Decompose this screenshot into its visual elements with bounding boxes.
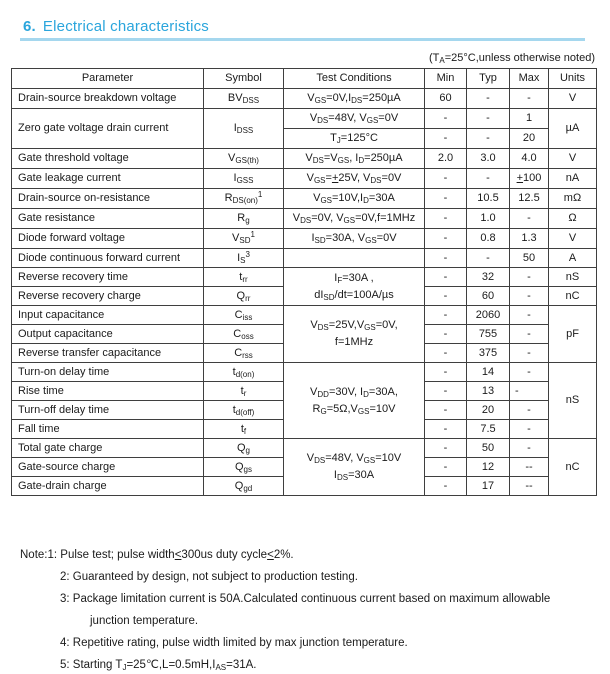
max-cell: 1 <box>510 109 549 129</box>
min-cell: - <box>425 109 467 129</box>
cond-cell: $V_{GS}=+25V$, $V_{DS}=0V$ <box>284 169 425 189</box>
min-cell: 2.0 <box>425 149 467 169</box>
max-cell: - <box>510 306 549 325</box>
symbol-cell: $Q_{gs}$ <box>204 458 284 477</box>
param-cell: Turn-off delay time <box>12 401 204 420</box>
symbol-cell: $V_{GS(th)}$ <box>204 149 284 169</box>
typ-cell: 755 <box>467 325 510 344</box>
param-cell: Drain-source breakdown voltage <box>12 89 204 109</box>
max-cell: - <box>510 344 549 363</box>
max-cell: - <box>510 363 549 382</box>
symbol-cell: $I_{GSS}$ <box>204 169 284 189</box>
units-cell: nC <box>549 287 597 306</box>
min-cell: - <box>425 249 467 268</box>
column-header-test-conditions: Test Conditions <box>284 69 425 89</box>
param-cell: Input capacitance <box>12 306 204 325</box>
param-cell: Reverse recovery charge <box>12 287 204 306</box>
typ-cell: 32 <box>467 268 510 287</box>
column-header-parameter: Parameter <box>12 69 204 89</box>
note-line: 2: Guaranteed by design, not subject to production testing. <box>60 571 358 583</box>
cond-cell: $V_{DS}=V_{GS}$, $I_D=250\mu A$ <box>284 149 425 169</box>
cond-cell: $I_F=30A$ , $dI_{SD}/dt=100A/\mu s$ <box>284 268 425 306</box>
max-cell: - <box>510 401 549 420</box>
min-cell: - <box>425 477 467 496</box>
param-cell: Diode continuous forward current <box>12 249 204 268</box>
cond-cell: $V_{DS}=25V,V_{GS}=0V$, f=1MHz <box>284 306 425 363</box>
table-row <box>12 89 597 109</box>
note-line: 4: Repetitive rating, pulse width limited by max junction temperature. <box>60 637 408 649</box>
units-cell: mΩ <box>549 189 597 209</box>
typ-cell: - <box>467 129 510 149</box>
section-heading <box>23 18 209 35</box>
units-cell: nS <box>549 363 597 439</box>
section-number: 6. <box>23 18 36 35</box>
symbol-cell: $Q_{gd}$ <box>204 477 284 496</box>
param-cell: Rise time <box>12 382 204 401</box>
max-cell: 4.0 <box>510 149 549 169</box>
min-cell: - <box>425 287 467 306</box>
typ-cell: 17 <box>467 477 510 496</box>
param-cell: Reverse transfer capacitance <box>12 344 204 363</box>
typ-cell: 50 <box>467 439 510 458</box>
param-cell: Gate leakage current <box>12 169 204 189</box>
table-row <box>12 439 597 458</box>
table-row <box>12 109 597 129</box>
symbol-cell: $t_f$ <box>204 420 284 439</box>
table-row <box>12 149 597 169</box>
max-cell: 1.3 <box>510 229 549 249</box>
param-cell: Fall time <box>12 420 204 439</box>
min-cell: - <box>425 401 467 420</box>
column-header-symbol: Symbol <box>204 69 284 89</box>
symbol-cell: $V_{SD}^1$ <box>204 229 284 249</box>
max-cell: -- <box>510 458 549 477</box>
typ-cell: - <box>467 109 510 129</box>
min-cell: - <box>425 169 467 189</box>
cond-cell: $V_{DS}=48V$, $V_{GS}=0V$ <box>284 109 425 129</box>
min-cell: 60 <box>425 89 467 109</box>
max-cell: - <box>510 420 549 439</box>
note-line: 5: Starting $T_J=25℃,L=0.5mH,I_{AS}=31A$. <box>60 659 257 672</box>
symbol-cell: $t_{rr}$ <box>204 268 284 287</box>
param-cell: Drain-source on-resistance <box>12 189 204 209</box>
symbol-cell: $C_{iss}$ <box>204 306 284 325</box>
table-row <box>12 169 597 189</box>
typ-cell: 20 <box>467 401 510 420</box>
units-cell: V <box>549 149 597 169</box>
param-cell: Gate-source charge <box>12 458 204 477</box>
units-cell: nC <box>549 439 597 496</box>
symbol-cell: $C_{oss}$ <box>204 325 284 344</box>
temperature-condition-note: ($T_A=25^\circ C,unless$ otherwise noted) <box>429 52 595 65</box>
param-cell: Gate resistance <box>12 209 204 229</box>
typ-cell: 10.5 <box>467 189 510 209</box>
cond-cell: $V_{GS}=10V,I_D=30A$ <box>284 189 425 209</box>
max-cell: - <box>510 325 549 344</box>
typ-cell: 2060 <box>467 306 510 325</box>
typ-cell: 7.5 <box>467 420 510 439</box>
typ-cell: 12 <box>467 458 510 477</box>
units-cell: A <box>549 249 597 268</box>
table-header-row <box>12 69 597 89</box>
max-cell: - <box>510 287 549 306</box>
param-cell: Diode forward voltage <box>12 229 204 249</box>
table-row <box>12 209 597 229</box>
cond-cell: $V_{GS}=0V,I_{DS}=250\mu A$ <box>284 89 425 109</box>
table-row <box>12 229 597 249</box>
min-cell: - <box>425 439 467 458</box>
param-cell: Reverse recovery time <box>12 268 204 287</box>
max-cell: - <box>510 439 549 458</box>
note-line: 3: Package limitation current is 50A.Calculated continuous current based on maximum allowable <box>60 593 551 605</box>
max-cell: - <box>510 382 549 401</box>
min-cell: - <box>425 325 467 344</box>
column-header-max: Max <box>510 69 549 89</box>
symbol-cell: $t_{d(on)}$ <box>204 363 284 382</box>
typ-cell: - <box>467 249 510 268</box>
units-cell: V <box>549 89 597 109</box>
column-header-min: Min <box>425 69 467 89</box>
symbol-cell: $Q_{rr}$ <box>204 287 284 306</box>
min-cell: - <box>425 229 467 249</box>
max-cell: 12.5 <box>510 189 549 209</box>
table-row <box>12 363 597 382</box>
cond-cell: $T_J=125^\circ C$ <box>284 129 425 149</box>
table-row <box>12 249 597 268</box>
max-cell: - <box>510 209 549 229</box>
typ-cell: 14 <box>467 363 510 382</box>
min-cell: - <box>425 129 467 149</box>
max-cell: - <box>510 268 549 287</box>
min-cell: - <box>425 306 467 325</box>
symbol-cell: $I_{DSS}$ <box>204 109 284 149</box>
units-cell: V <box>549 229 597 249</box>
max-cell: +100 <box>510 169 549 189</box>
symbol-cell: $Q_g$ <box>204 439 284 458</box>
symbol-cell: $t_{d(off)}$ <box>204 401 284 420</box>
max-cell: - <box>510 89 549 109</box>
typ-cell: 60 <box>467 287 510 306</box>
typ-cell: 1.0 <box>467 209 510 229</box>
param-cell: Zero gate voltage drain current <box>12 109 204 149</box>
symbol-cell: $BV_{DSS}$ <box>204 89 284 109</box>
notes-block <box>20 544 550 674</box>
table-row <box>12 189 597 209</box>
note-line: junction temperature. <box>90 615 199 627</box>
min-cell: - <box>425 420 467 439</box>
param-cell: Gate threshold voltage <box>12 149 204 169</box>
heading-underline <box>20 38 585 41</box>
typ-cell: - <box>467 169 510 189</box>
max-cell: 20 <box>510 129 549 149</box>
cond-cell: $I_{SD}=30A$, $V_{GS}=0V$ <box>284 229 425 249</box>
symbol-cell: $R_{DS(on)}^1$ <box>204 189 284 209</box>
table-row <box>12 268 597 287</box>
typ-cell: - <box>467 89 510 109</box>
min-cell: - <box>425 458 467 477</box>
column-header-units: Units <box>549 69 597 89</box>
max-cell: 50 <box>510 249 549 268</box>
typ-cell: 0.8 <box>467 229 510 249</box>
param-cell: Gate-drain charge <box>12 477 204 496</box>
note-line: Note:1: Pulse test; pulse width<300us duty cycle<2%. <box>20 549 294 561</box>
min-cell: - <box>425 268 467 287</box>
param-cell: Output capacitance <box>12 325 204 344</box>
symbol-cell: $t_r$ <box>204 382 284 401</box>
symbol-cell: $R_g$ <box>204 209 284 229</box>
param-cell: Total gate charge <box>12 439 204 458</box>
units-cell: Ω <box>549 209 597 229</box>
cond-cell: $V_{DS}=48V$, $V_{GS}=10V$ $I_{DS}=30A$ <box>284 439 425 496</box>
min-cell: - <box>425 363 467 382</box>
units-cell: nS <box>549 268 597 287</box>
cond-cell: $V_{DD}=30V$, $I_D=30A$, $R_G=5\Omega,V_{GS}=10V$ <box>284 363 425 439</box>
cond-cell <box>284 249 425 268</box>
symbol-cell: $I_S^3$ <box>204 249 284 268</box>
typ-cell: 375 <box>467 344 510 363</box>
symbol-cell: $C_{rss}$ <box>204 344 284 363</box>
param-cell: Turn-on delay time <box>12 363 204 382</box>
units-cell: nA <box>549 169 597 189</box>
min-cell: - <box>425 382 467 401</box>
table-row <box>12 306 597 325</box>
units-cell: pF <box>549 306 597 363</box>
typ-cell: 13 <box>467 382 510 401</box>
max-cell: -- <box>510 477 549 496</box>
section-title: Electrical characteristics <box>42 18 209 35</box>
column-header-typ: Typ <box>467 69 510 89</box>
units-cell: µA <box>549 109 597 149</box>
typ-cell: 3.0 <box>467 149 510 169</box>
min-cell: - <box>425 189 467 209</box>
electrical-characteristics-table <box>11 68 597 496</box>
cond-cell: $V_{DS}=0V$, $V_{GS}=0V,f=1MHz$ <box>284 209 425 229</box>
min-cell: - <box>425 209 467 229</box>
min-cell: - <box>425 344 467 363</box>
